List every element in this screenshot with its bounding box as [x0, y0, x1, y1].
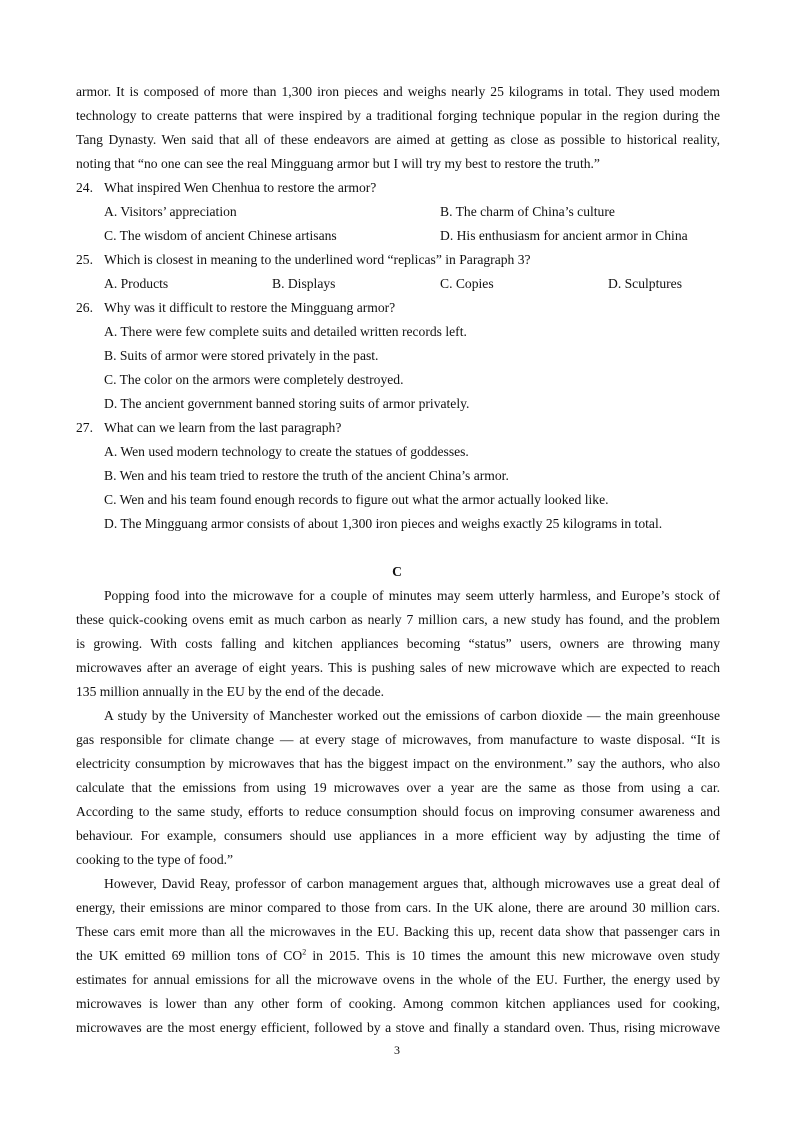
answer-option: D. Sculptures — [608, 276, 683, 291]
paragraph-line: gas responsible for climate change — at every stage of microwaves, from manufacture to waste disposal. “It is — [76, 732, 720, 747]
section-heading: C — [392, 564, 402, 579]
passage-line: armor. It is composed of more than 1,300 iron pieces and weighs nearly 25 kilograms in total. They used modem — [76, 84, 720, 99]
paragraph-line — [76, 944, 720, 968]
answer-option: B. Suits of armor were stored privately in the past. — [104, 348, 379, 363]
question-stem: Why was it difficult to restore the Mingguang armor? — [104, 300, 396, 315]
answer-option: C. The wisdom of ancient Chinese artisans — [104, 228, 337, 243]
answer-option: A. There were few complete suits and detailed written records left. — [104, 324, 467, 339]
answer-option: D. His enthusiasm for ancient armor in China — [440, 228, 688, 243]
question-number: 27. — [76, 420, 93, 435]
answer-option: B. The charm of China’s culture — [440, 204, 615, 219]
answer-option: B. Wen and his team tried to restore the truth of the ancient China’s armor. — [104, 468, 509, 483]
passage-line: technology to create patterns that were inspired by a traditional forging technique popular in the region during the — [76, 108, 720, 123]
paragraph-line: Popping food into the microwave for a couple of minutes may seem utterly harmless, and Europe’s stock of — [104, 588, 720, 603]
paragraph-line: these quick-cooking ovens emit as much carbon as nearly 7 million cars, a new study has found, and the problem — [76, 612, 720, 627]
answer-option: A. Visitors’ appreciation — [104, 204, 237, 219]
answer-option: B. Displays — [272, 276, 336, 291]
line-text: the UK emitted 69 million tons of CO — [76, 948, 303, 963]
paragraph-line: energy, their emissions are minor compared to those from cars. In the UK alone, there are around 30 million cars. — [76, 900, 720, 915]
passage-line: Tang Dynasty. Wen said that all of these endeavors are aimed at getting as close as possible to historical reality, — [76, 132, 720, 147]
superscript: 2 — [302, 947, 307, 957]
line-text: in 2015. This is 10 times the amount this new microwave oven study — [306, 948, 720, 963]
paragraph-line: According to the same study, efforts to reduce consumption should focus on improving consumer awareness and — [76, 804, 720, 819]
paragraph-line: behaviour. For example, consumers should use appliances in a more efficient way by adjusting the time of — [76, 828, 720, 843]
question-number: 25. — [76, 252, 93, 267]
paragraph-line: electricity consumption by microwaves that has the biggest impact on the environment.” say the authors, who also — [76, 756, 720, 771]
answer-option: C. Wen and his team found enough records to figure out what the armor actually looked like. — [104, 492, 609, 507]
question-stem: What can we learn from the last paragraph? — [104, 420, 342, 435]
paragraph-line: microwaves are the most energy efficient, followed by a stove and finally a standard oven. Thus, rising microwave — [76, 1020, 720, 1035]
question-stem: What inspired Wen Chenhua to restore the armor? — [104, 180, 377, 195]
answer-option: C. The color on the armors were completely destroyed. — [104, 372, 404, 387]
passage-line: noting that “no one can see the real Mingguang armor but I will try my best to restore the truth.” — [76, 156, 600, 171]
paragraph-line: A study by the University of Manchester worked out the emissions of carbon dioxide — the main greenhouse — [104, 708, 720, 723]
question-number: 24. — [76, 180, 93, 195]
answer-option: A. Products — [104, 276, 169, 291]
page-number: 3 — [394, 1043, 400, 1057]
paragraph-line: These cars emit more than all the microwaves in the EU. Backing this up, recent data show that passenger cars in — [76, 924, 720, 939]
paragraph-line: estimates for annual emissions for all the microwave ovens in the whole of the EU. Further, the energy used by — [76, 972, 720, 987]
paragraph-line: microwaves after an average of eight years. This is pushing sales of new microwave which are expected to reach — [76, 660, 720, 675]
answer-option: D. The ancient government banned storing suits of armor privately. — [104, 396, 470, 411]
paragraph-line: calculate that the emissions from using 19 microwaves over a year are the same as those from using a car. — [76, 780, 720, 795]
paragraph-line: cooking to the type of food.” — [76, 852, 234, 867]
question-stem: Which is closest in meaning to the underlined word “replicas” in Paragraph 3? — [104, 252, 531, 267]
paragraph-line: microwaves is lower than any other form of cooking. Among common kitchen appliances used for cooking, — [76, 996, 720, 1011]
answer-option: D. The Mingguang armor consists of about 1,300 iron pieces and weighs exactly 25 kilograms in total. — [104, 516, 663, 531]
paragraph-line: However, David Reay, professor of carbon management argues that, although microwaves use a great deal of — [104, 876, 720, 891]
answer-option: C. Copies — [440, 276, 494, 291]
paragraph-line: is growing. With costs falling and kitchen appliances becoming “status” users, owners are throwing many — [76, 636, 720, 651]
question-number: 26. — [76, 300, 93, 315]
paragraph-line: 135 million annually in the EU by the end of the decade. — [76, 684, 385, 699]
answer-option: A. Wen used modern technology to create the statues of goddesses. — [104, 444, 469, 459]
